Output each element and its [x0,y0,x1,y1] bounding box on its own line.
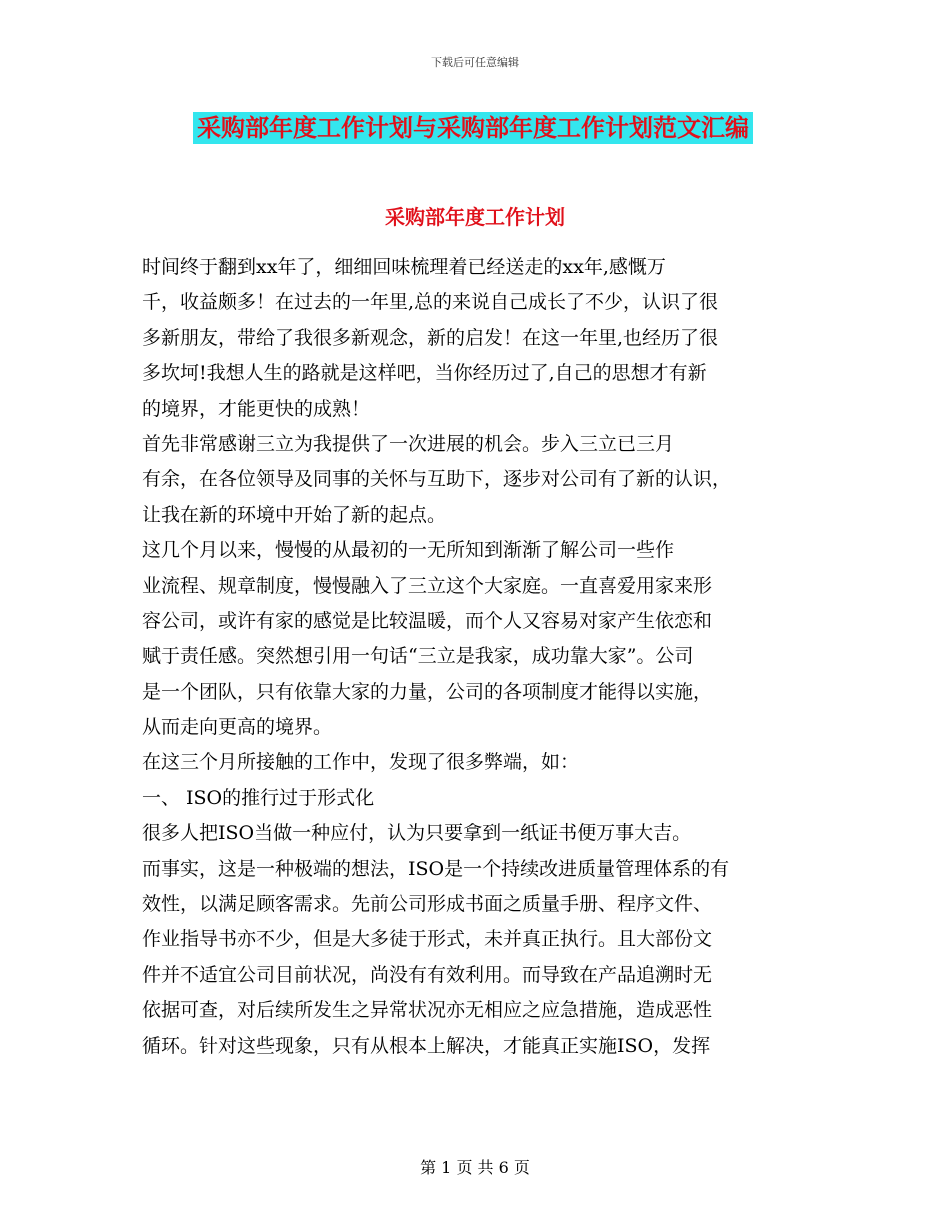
text-line: 而事实，这是一种极端的想法，ISO是一个持续改进质量管理体系的有 [142,857,730,880]
text-line: 有余，在各位领导及同事的关怀与互助下，逐步对公司有了新的认识， [142,468,732,491]
document-title: 采购部年度工作计划与采购部年度工作计划范文汇编 [193,112,753,144]
text-line: 业流程、规章制度，慢慢融入了三立这个大家庭。一直喜爱用家来形 [142,574,713,597]
text-line: 千，收益颇多！在过去的一年里,总的来说自己成长了不少，认识了很 [142,291,719,314]
section-title: 采购部年度工作计划 [385,205,565,229]
text-line: 很多人把ISO当做一种应付，认为只要拿到一纸证书便万事大吉。 [142,822,692,845]
text-line: 在这三个月所接触的工作中，发现了很多弊端，如： [142,751,580,774]
body-text [142,250,818,1064]
text-line: 的境界，才能更快的成熟！ [142,397,371,420]
text-line: 多坎坷!我想人生的路就是这样吧，当你经历过了,自己的思想才有新 [142,362,707,385]
text-line: 首先非常感谢三立为我提供了一次进展的机会。步入三立已三月 [142,432,675,455]
text-line: 作业指导书亦不少，但是大多徒于形式，未并真正执行。且大部份文 [142,928,713,951]
text-line: 效性，以满足顾客需求。先前公司形成书面之质量手册、程序文件、 [142,893,713,916]
text-line: 循环。针对这些现象，只有从根本上解决，才能真正实施ISO，发挥 [142,1034,711,1057]
page-header: 下载后可任意编辑 [431,56,519,69]
text-line: 这几个月以来，慢慢的从最初的一无所知到渐渐了解公司一些作 [142,539,675,562]
text-line: 是一个团队，只有依靠大家的力量，公司的各项制度才能得以实施， [142,680,713,703]
text-line: 一、 ISO的推行过于形式化 [142,786,375,809]
page-number: 第 1 页 共 6 页 [420,1158,530,1177]
text-line: 容公司，或许有家的感觉是比较温暖，而个人又容易对家产生依恋和 [142,609,713,632]
text-line: 时间终于翻到xx年了，细细回味梳理着已经送走的xx年,感慨万 [142,256,666,278]
text-line: 多新朋友，带给了我很多新观念，新的启发！在这一年里,也经历了很 [142,326,719,349]
text-line: 件并不适宜公司目前状况，尚没有有效利用。而导致在产品追溯时无 [142,963,713,986]
text-line: 赋于责任感。突然想引用一句话“三立是我家，成功靠大家”。公司 [142,645,694,668]
text-line: 依据可查，对后续所发生之异常状况亦无相应之应急措施，造成恶性 [142,999,713,1022]
text-line: 从而走向更高的境界。 [142,716,333,739]
text-line: 让我在新的环境中开始了新的起点。 [142,503,447,526]
